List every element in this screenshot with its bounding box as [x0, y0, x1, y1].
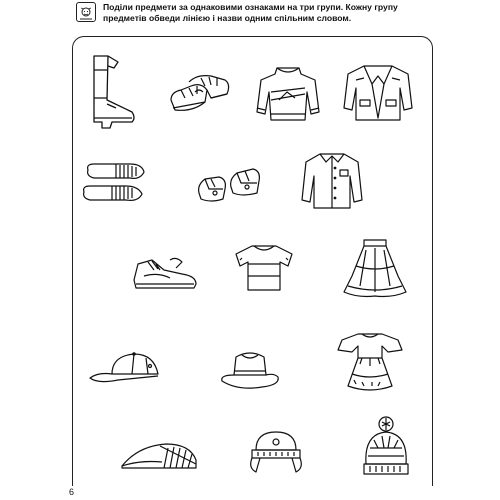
page-number: 6 — [69, 487, 75, 497]
fur-hat-icon[interactable] — [244, 428, 308, 478]
instruction-text: Поділи предмети за однаковими ознаками на три групи. Кожну групу предметів обведи лінією і назви одним спільним словом. — [103, 2, 398, 23]
skirt-icon[interactable] — [340, 236, 410, 300]
knit-hat-icon[interactable] — [356, 414, 416, 480]
jacket-icon[interactable] — [342, 62, 414, 124]
shirt-icon[interactable] — [300, 150, 364, 212]
shoes-icon[interactable] — [167, 72, 233, 120]
sneaker-icon[interactable] — [130, 254, 200, 294]
baseball-cap-icon[interactable] — [88, 350, 162, 390]
sweater-icon[interactable] — [255, 64, 321, 124]
boot-icon[interactable] — [88, 52, 138, 130]
sandals-icon[interactable] — [195, 163, 267, 207]
fedora-hat-icon[interactable] — [218, 347, 282, 393]
slippers-icon[interactable] — [80, 162, 150, 208]
flat-cap-icon[interactable] — [120, 440, 200, 474]
dress-icon[interactable] — [332, 330, 408, 394]
pencil-task-icon — [76, 2, 96, 22]
tshirt-icon[interactable] — [232, 242, 296, 294]
